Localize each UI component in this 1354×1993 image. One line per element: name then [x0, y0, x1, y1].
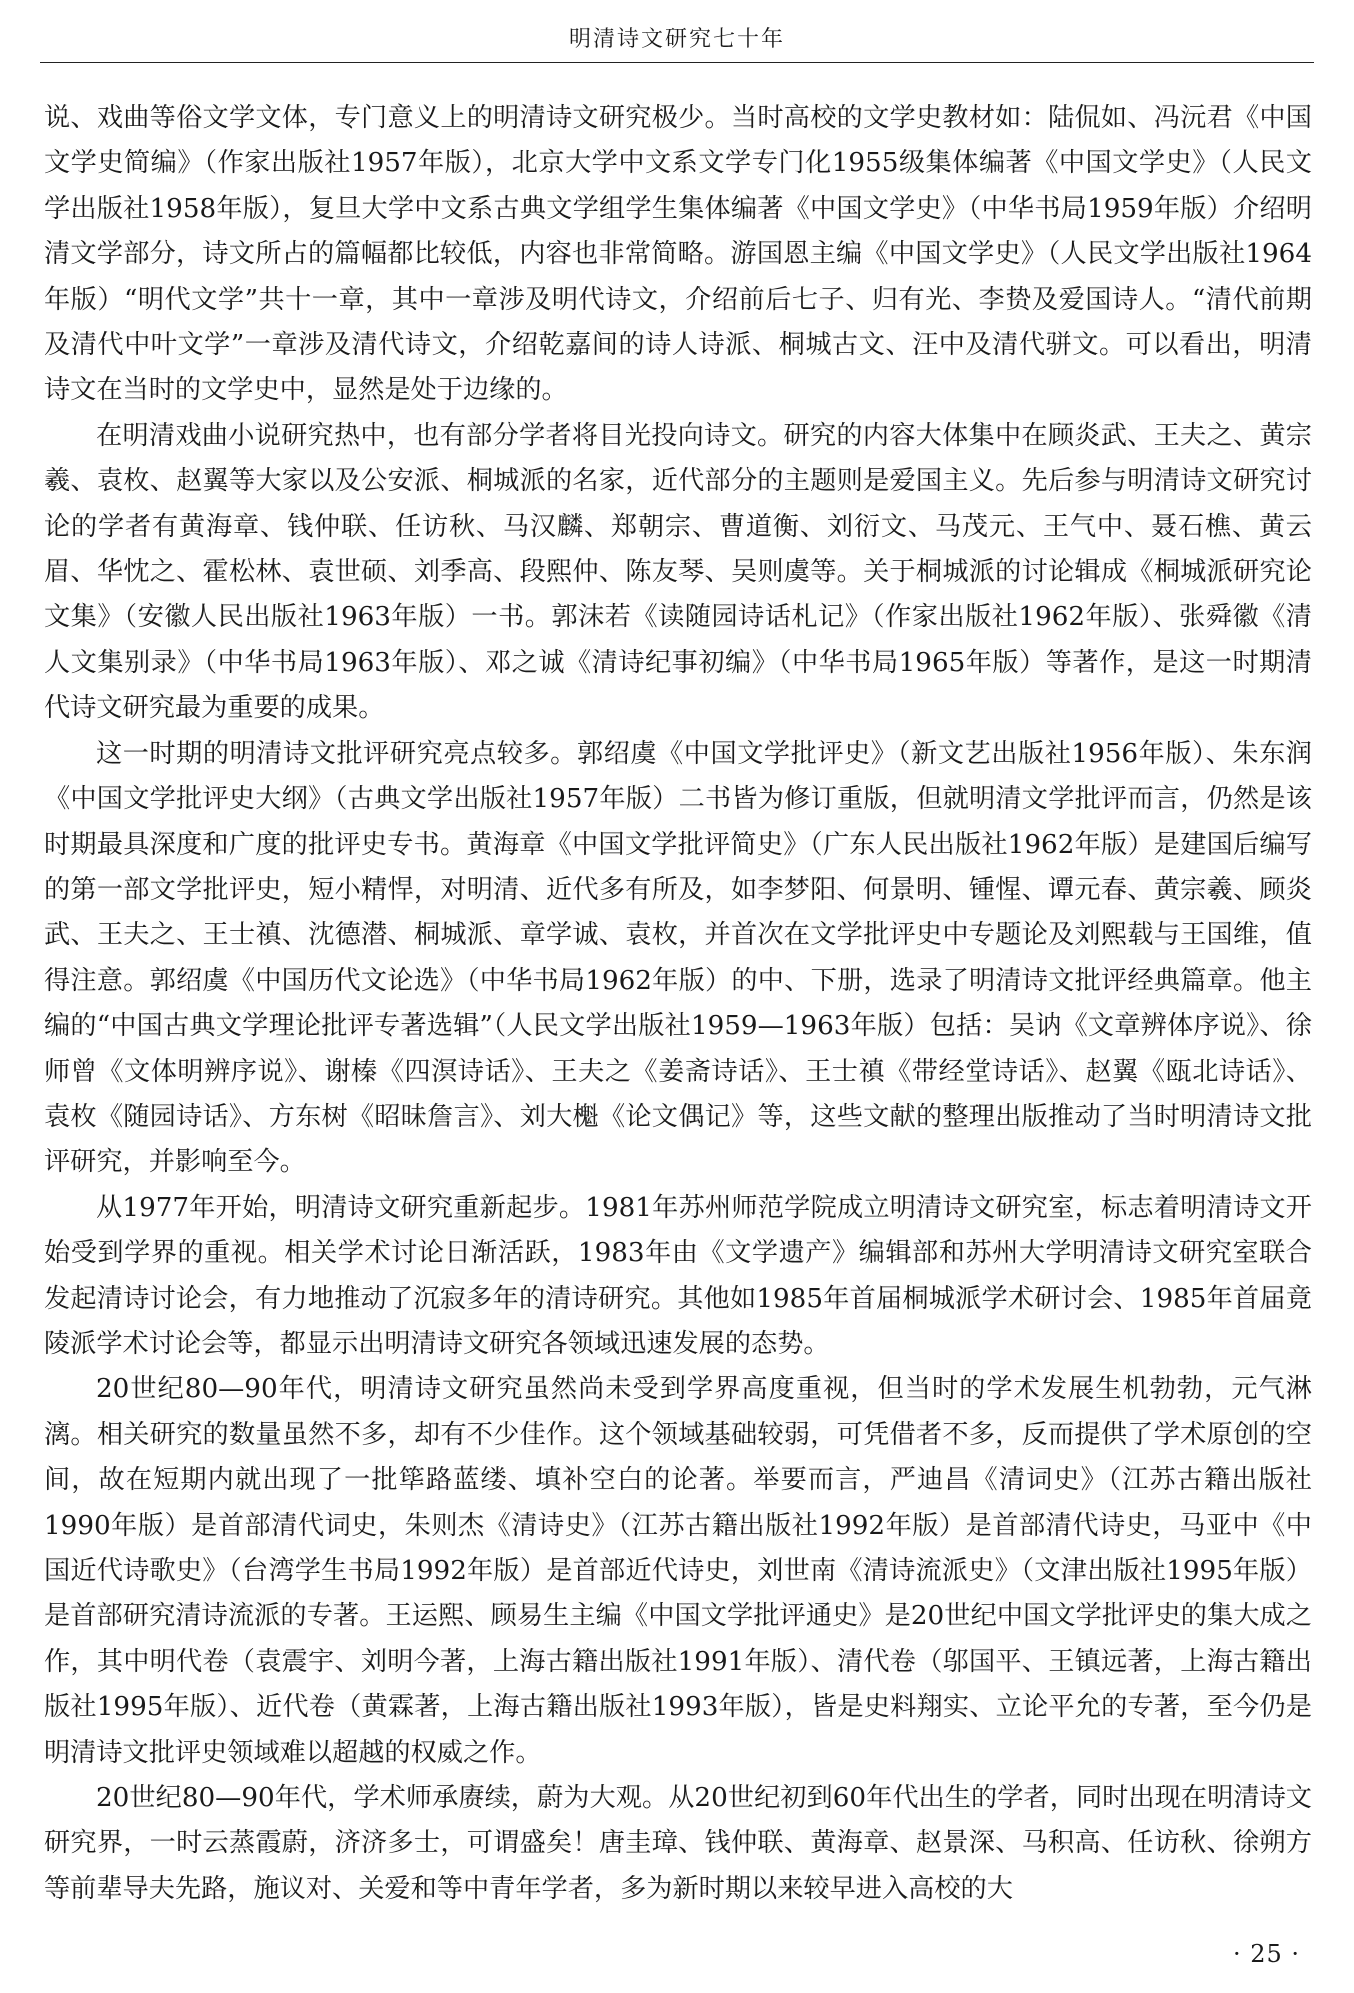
paragraph-6: 20世纪80—90年代，学术师承赓续，蔚为大观。从20世纪初到60年代出生的学者，同时出现在明清诗文研究界，一时云蒸霞蔚，济济多士，可谓盛矣！唐圭璋、钱仲联、黄海章、赵景深、马积高、任访秋、徐朔方等前辈导夫先路，施议对、关爱和等中青年学者，多为新时期以来较早进入高校的大	[44, 1783, 1312, 1904]
header-rule	[40, 62, 1314, 63]
page-number: · 25 ·	[1232, 1940, 1300, 1968]
paragraph-5: 20世纪80—90年代，明清诗文研究虽然尚未受到学界高度重视，但当时的学术发展生机勃勃，元气淋漓。相关研究的数量虽然不多，却有不少佳作。这个领域基础较弱，可凭借者不多，反而提供了学术原创的空间，故在短期内就出现了一批筚路蓝缕、填补空白的论著。举要而言，严迪昌《清词史》（江苏古籍出版社1990年版）是首部清代词史，朱则杰《清诗史》（江苏古籍出版社1992年版）是首部清代诗史，马亚中《中国近代诗歌史》（台湾学生书局1992年版）是首部近代诗史，刘世南《清诗流派史》（文津出版社1995年版）是首部研究清诗流派的专著。王运熙、顾易生主编《中国文学批评通史》是20世纪中国文学批评史的集大成之作，其中明代卷（袁震宇、刘明今著，上海古籍出版社1991年版）、清代卷（邬国平、王镇远著，上海古籍出版社1995年版）、近代卷（黄霖著，上海古籍出版社1993年版），皆是史料翔实、立论平允的专著，至今仍是明清诗文批评史领域难以超越的权威之作。	[44, 1374, 1312, 1768]
paragraph-4: 从1977年开始，明清诗文研究重新起步。1981年苏州师范学院成立明清诗文研究室，标志着明清诗文开始受到学界的重视。相关学术讨论日渐活跃，1983年由《文学遗产》编辑部和苏州大学明清诗文研究室联合发起清诗讨论会，有力地推动了沉寂多年的清诗研究。其他如1985年首届桐城派学术研讨会、1985年首届竟陵派学术讨论会等，都显示出明清诗文研究各领域迅速发展的态势。	[44, 1192, 1312, 1359]
running-header: 明清诗文研究七十年	[568, 27, 785, 52]
paragraph-1: 说、戏曲等俗文学文体，专门意义上的明清诗文研究极少。当时高校的文学史教材如：陆侃如、冯沅君《中国文学史简编》（作家出版社1957年版），北京大学中文系文学专门化1955级集体编著《中国文学史》（人民文学出版社1958年版），复旦大学中文系古典文学组学生集体编著《中国文学史》（中华书局1959年版）介绍明清文学部分，诗文所占的篇幅都比较低，内容也非常简略。游国恩主编《中国文学史》（人民文学出版社1964年版）“明代文学”共十一章，其中一章涉及明代诗文，介绍前后七子、归有光、李贽及爱国诗人。“清代前期及清代中叶文学”一章涉及清代诗文，介绍乾嘉间的诗人诗派、桐城古文、汪中及清代骈文。可以看出，明清诗文在当时的文学史中，显然是处于边缘的。	[44, 103, 1312, 406]
paragraph-3: 这一时期的明清诗文批评研究亮点较多。郭绍虞《中国文学批评史》（新文艺出版社1956年版）、朱东润《中国文学批评史大纲》（古典文学出版社1957年版）二书皆为修订重版，但就明清文学批评而言，仍然是该时期最具深度和广度的批评史专书。黄海章《中国文学批评简史》（广东人民出版社1962年版）是建国后编写的第一部文学批评史，短小精悍，对明清、近代多有所及，如李梦阳、何景明、锺惺、谭元春、黄宗羲、顾炎武、王夫之、王士禛、沈德潜、桐城派、章学诚、袁枚，并首次在文学批评史中专题论及刘熙载与王国维，值得注意。郭绍虞《中国历代文论选》（中华书局1962年版）的中、下册，选录了明清诗文批评经典篇章。他主编的“中国古典文学理论批评专著选辑”（人民文学出版社1959—1963年版）包括：吴讷《文章辨体序说》、徐师曾《文体明辨序说》、谢榛《四溟诗话》、王夫之《姜斋诗话》、王士禛《带经堂诗话》、赵翼《瓯北诗话》、袁枚《随园诗话》、方东树《昭昧詹言》、刘大櫆《论文偶记》等，这些文献的整理出版推动了当时明清诗文批评研究，并影响至今。	[44, 738, 1312, 1178]
paragraph-2: 在明清戏曲小说研究热中，也有部分学者将目光投向诗文。研究的内容大体集中在顾炎武、王夫之、黄宗羲、袁枚、赵翼等大家以及公安派、桐城派的名家，近代部分的主题则是爱国主义。先后参与明清诗文研究讨论的学者有黄海章、钱仲联、任访秋、马汉麟、郑朝宗、曹道衡、刘衍文、马茂元、王气中、聂石樵、黄云眉、华忱之、霍松林、袁世硕、刘季高、段熙仲、陈友琴、吴则虞等。关于桐城派的讨论辑成《桐城派研究论文集》（安徽人民出版社1963年版）一书。郭沫若《读随园诗话札记》（作家出版社1962年版）、张舜徽《清人文集别录》（中华书局1963年版）、邓之诚《清诗纪事初编》（中华书局1965年版）等著作，是这一时期清代诗文研究最为重要的成果。	[44, 420, 1312, 724]
article-body	[44, 96, 1312, 1912]
